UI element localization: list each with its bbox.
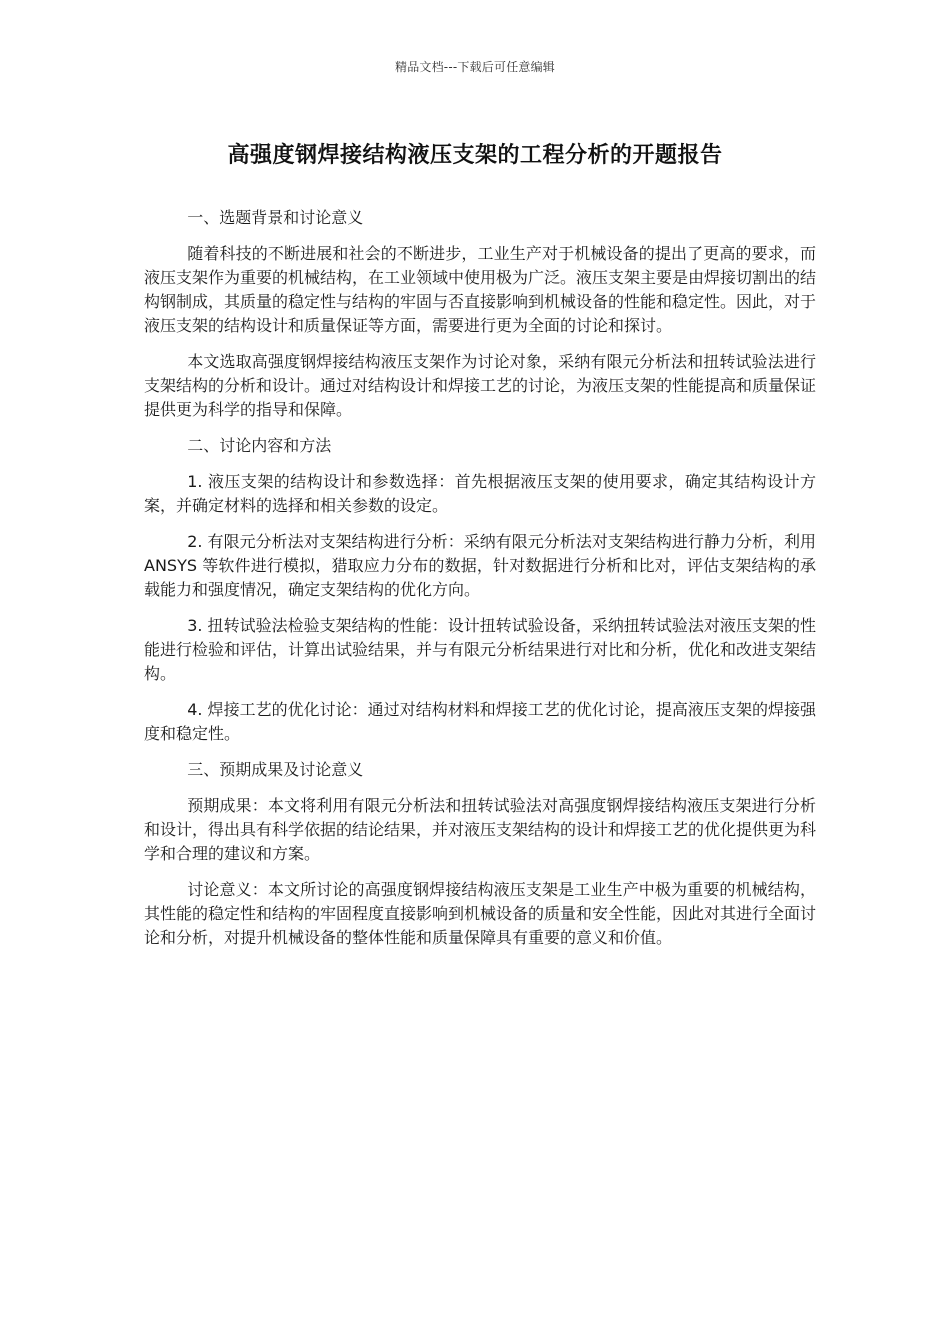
page-title: 高强度钢焊接结构液压支架的工程分析的开题报告	[227, 143, 723, 168]
list-item-2: 2. 有限元分析法对支架结构进行分析：采纳有限元分析法对支架结构进行静力分析，利用 ANSYS 等软件进行模拟，猎取应力分布的数据，针对数据进行分析和比对，评估支架结构的承载能力和强度情况，确定支架结构的优化方向。	[144, 532, 816, 599]
paragraph-background: 随着科技的不断进展和社会的不断进步，工业生产对于机械设备的提出了更高的要求，而液压支架作为重要的机械结构，在工业领域中使用极为广泛。液压支架主要是由焊接切割出的结构钢制成，其质量的稳定性与结构的牢固与否直接影响到机械设备的性能和稳定性。因此，对于液压支架的结构设计和质量保证等方面，需要进行更为全面的讨论和探讨。	[144, 244, 817, 335]
section-heading-3: 三、预期成果及讨论意义	[187, 760, 364, 779]
section-heading-2: 二、讨论内容和方法	[187, 436, 332, 455]
paragraph-expected-results: 预期成果：本文将利用有限元分析法和扭转试验法对高强度钢焊接结构液压支架进行分析和设计，得出具有科学依据的结论结果，并对液压支架结构的设计和焊接工艺的优化提供更为科学和合理的建议和方案。	[144, 796, 817, 863]
header-note: 精品文档---下载后可任意编辑	[395, 60, 555, 74]
section-heading-1: 一、选题背景和讨论意义	[187, 208, 364, 227]
paragraph-objective: 本文选取高强度钢焊接结构液压支架作为讨论对象，采纳有限元分析法和扭转试验法进行支架结构的分析和设计。通过对结构设计和焊接工艺的讨论，为液压支架的性能提高和质量保证提供更为科学的指导和保障。	[144, 352, 817, 419]
list-item-3: 3. 扭转试验法检验支架结构的性能：设计扭转试验设备，采纳扭转试验法对液压支架的性能进行检验和评估，计算出试验结果，并与有限元分析结果进行对比和分析，优化和改进支架结构。	[144, 616, 817, 683]
list-item-1: 1. 液压支架的结构设计和参数选择：首先根据液压支架的使用要求，确定其结构设计方案，并确定材料的选择和相关参数的设定。	[144, 472, 816, 515]
document-body	[144, 206, 816, 962]
list-item-4: 4. 焊接工艺的优化讨论：通过对结构材料和焊接工艺的优化讨论，提高液压支架的焊接强度和稳定性。	[144, 700, 816, 743]
paragraph-significance: 讨论意义：本文所讨论的高强度钢焊接结构液压支架是工业生产中极为重要的机械结构，其性能的稳定性和结构的牢固程度直接影响到机械设备的质量和安全性能，因此对其进行全面讨论和分析，对提升机械设备的整体性能和质量保障具有重要的意义和价值。	[144, 880, 817, 947]
